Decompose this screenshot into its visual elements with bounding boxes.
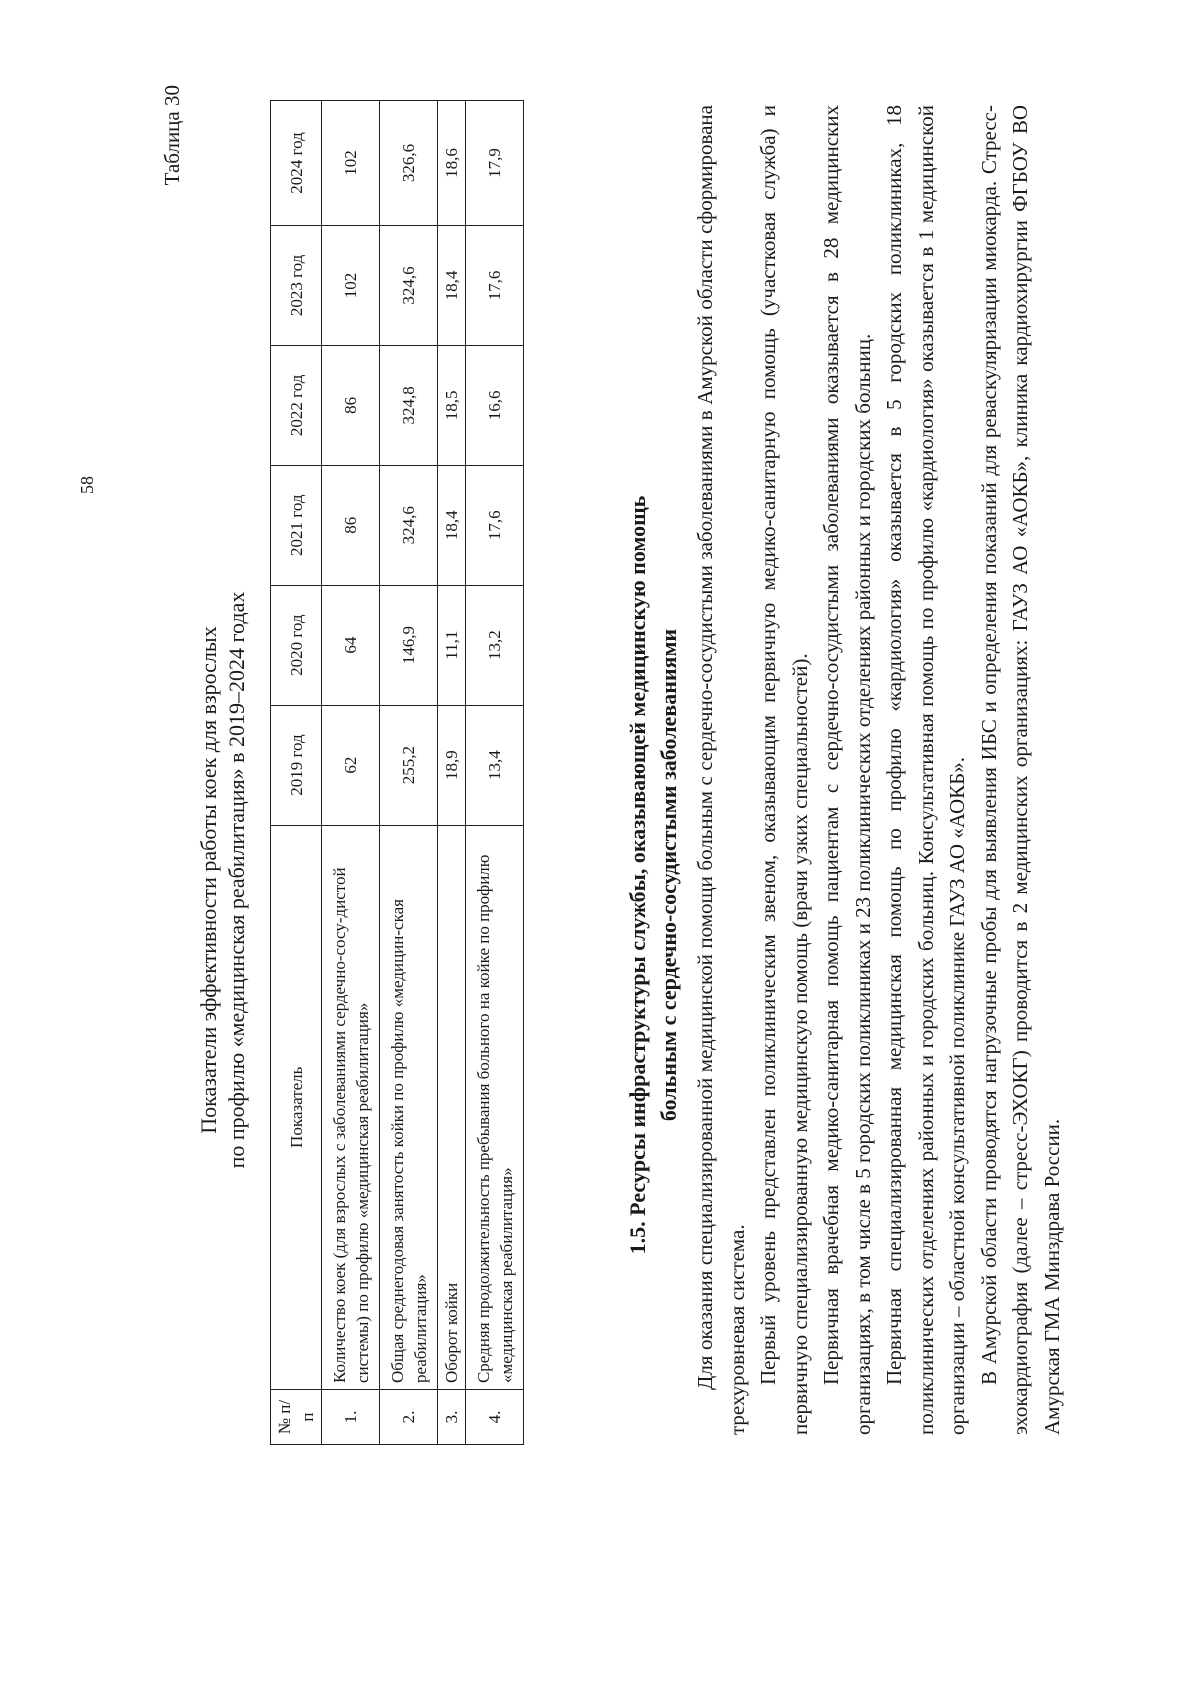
table-row xyxy=(380,101,438,1445)
table-header-row xyxy=(271,101,322,1445)
header-cell: 2022 год xyxy=(271,345,322,465)
value-cell: 326,6 xyxy=(380,101,438,226)
value-cell: 146,9 xyxy=(380,585,438,705)
value-cell: 86 xyxy=(322,345,380,465)
paragraph: Первый уровень представлен поликлиническим звеном, оказывающим первичную медико-санитарную помощь (участковая служба) и первичную специализированную медицинскую помощь (врачи узких специальностей). xyxy=(756,105,812,1435)
page-number: 58 xyxy=(77,476,97,494)
header-cell: 2020 год xyxy=(271,585,322,705)
value-cell: 18,6 xyxy=(438,101,466,226)
indicator-name: Общая среднегодовая занятость койки по профилю «медицин-ская реабилитация» xyxy=(380,825,438,1390)
indicator-name: Оборот койки xyxy=(438,825,466,1390)
rotated-page xyxy=(50,35,1130,1635)
indicator-name: Количество коек (для взрослых с заболеваниями сердечно-сосу-дистой системы) по профилю «медицинская реабилитация» xyxy=(322,825,380,1390)
value-cell: 18,9 xyxy=(438,705,466,825)
indicator-name: Средняя продолжительность пребывания больного на койке по профилю «медицинская реабилитация» xyxy=(466,825,524,1390)
value-cell: 18,4 xyxy=(438,225,466,345)
value-cell: 17,6 xyxy=(466,465,524,585)
row-number: 3. xyxy=(438,1390,466,1445)
table-row xyxy=(322,101,380,1445)
paragraph: Первичная врачебная медико-санитарная помощь пациентам с сердечно-сосудистыми заболеваниями оказывается в 28 медицинских организациях, в том числе в 5 городских поликлиниках и 23 поликлинических отделениях районных и городских больниц. xyxy=(819,105,875,1435)
value-cell: 64 xyxy=(322,585,380,705)
value-cell: 11,1 xyxy=(438,585,466,705)
table-caption-line-2: по профилю «медицинская реабилитация» в 2019–2024 годах xyxy=(224,591,249,1169)
bed-efficiency-table xyxy=(270,100,524,1445)
value-cell: 13,2 xyxy=(466,585,524,705)
value-cell: 17,6 xyxy=(466,225,524,345)
row-number: 1. xyxy=(322,1390,380,1445)
value-cell: 18,4 xyxy=(438,465,466,585)
table-row xyxy=(466,101,524,1445)
table-caption xyxy=(195,325,251,1435)
header-cell: № п/п xyxy=(271,1390,322,1445)
header-cell: 2019 год xyxy=(271,705,322,825)
body-text xyxy=(690,105,1068,1435)
header-cell: 2023 год xyxy=(271,225,322,345)
paragraph: Первичная специализированная медицинская помощь по профилю «кардиология» оказывается в 5 городских поликлиниках, 18 поликлинических отделениях районных и городских больниц. Консультативная помощь по профилю «кардиология» оказывается в 1 медицинской организации – областной консультативной поликлинике ГАУЗ АО «АОКБ». xyxy=(882,105,969,1435)
paragraph: Для оказания специализированной медицинской помощи больным с сердечно-сосудистыми заболеваниями в Амурской области сформирована трехуровневая система. xyxy=(693,105,749,1435)
section-heading-line-1: 1.5. Ресурсы инфраструктуры службы, оказывающей медицинскую помощь xyxy=(625,495,650,1255)
row-number: 4. xyxy=(466,1390,524,1445)
value-cell: 86 xyxy=(322,465,380,585)
value-cell: 255,2 xyxy=(380,705,438,825)
value-cell: 324,8 xyxy=(380,345,438,465)
value-cell: 62 xyxy=(322,705,380,825)
value-cell: 102 xyxy=(322,101,380,226)
value-cell: 16,6 xyxy=(466,345,524,465)
table-caption-line-1: Показатели эффективности работы коек для взрослых xyxy=(196,626,221,1134)
value-cell: 102 xyxy=(322,225,380,345)
row-number: 2. xyxy=(380,1390,438,1445)
header-cell: 2021 год xyxy=(271,465,322,585)
section-heading-line-2: больным с сердечно-сосудистыми заболеваниями xyxy=(656,628,681,1122)
section-heading xyxy=(622,325,684,1425)
table-row xyxy=(438,101,466,1445)
value-cell: 324,6 xyxy=(380,465,438,585)
value-cell: 18,5 xyxy=(438,345,466,465)
value-cell: 13,4 xyxy=(466,705,524,825)
paragraph: В Амурской области проводятся нагрузочные пробы для выявления ИБС и определения показаний для реваскуляризации миокарда. Стресс-эхокардиография (далее – стресс-ЭХОКГ) проводится в 2 медицинских организациях: ГАУЗ АО «АОКБ», клиника кардиохирургии ФГБОУ ВО Амурская ГМА Минздрава России. xyxy=(976,105,1064,1435)
value-cell: 17,9 xyxy=(466,101,524,226)
value-cell: 324,6 xyxy=(380,225,438,345)
header-cell: Показатель xyxy=(271,825,322,1390)
header-cell: 2024 год xyxy=(271,101,322,226)
table-label: Таблица 30 xyxy=(160,85,184,186)
